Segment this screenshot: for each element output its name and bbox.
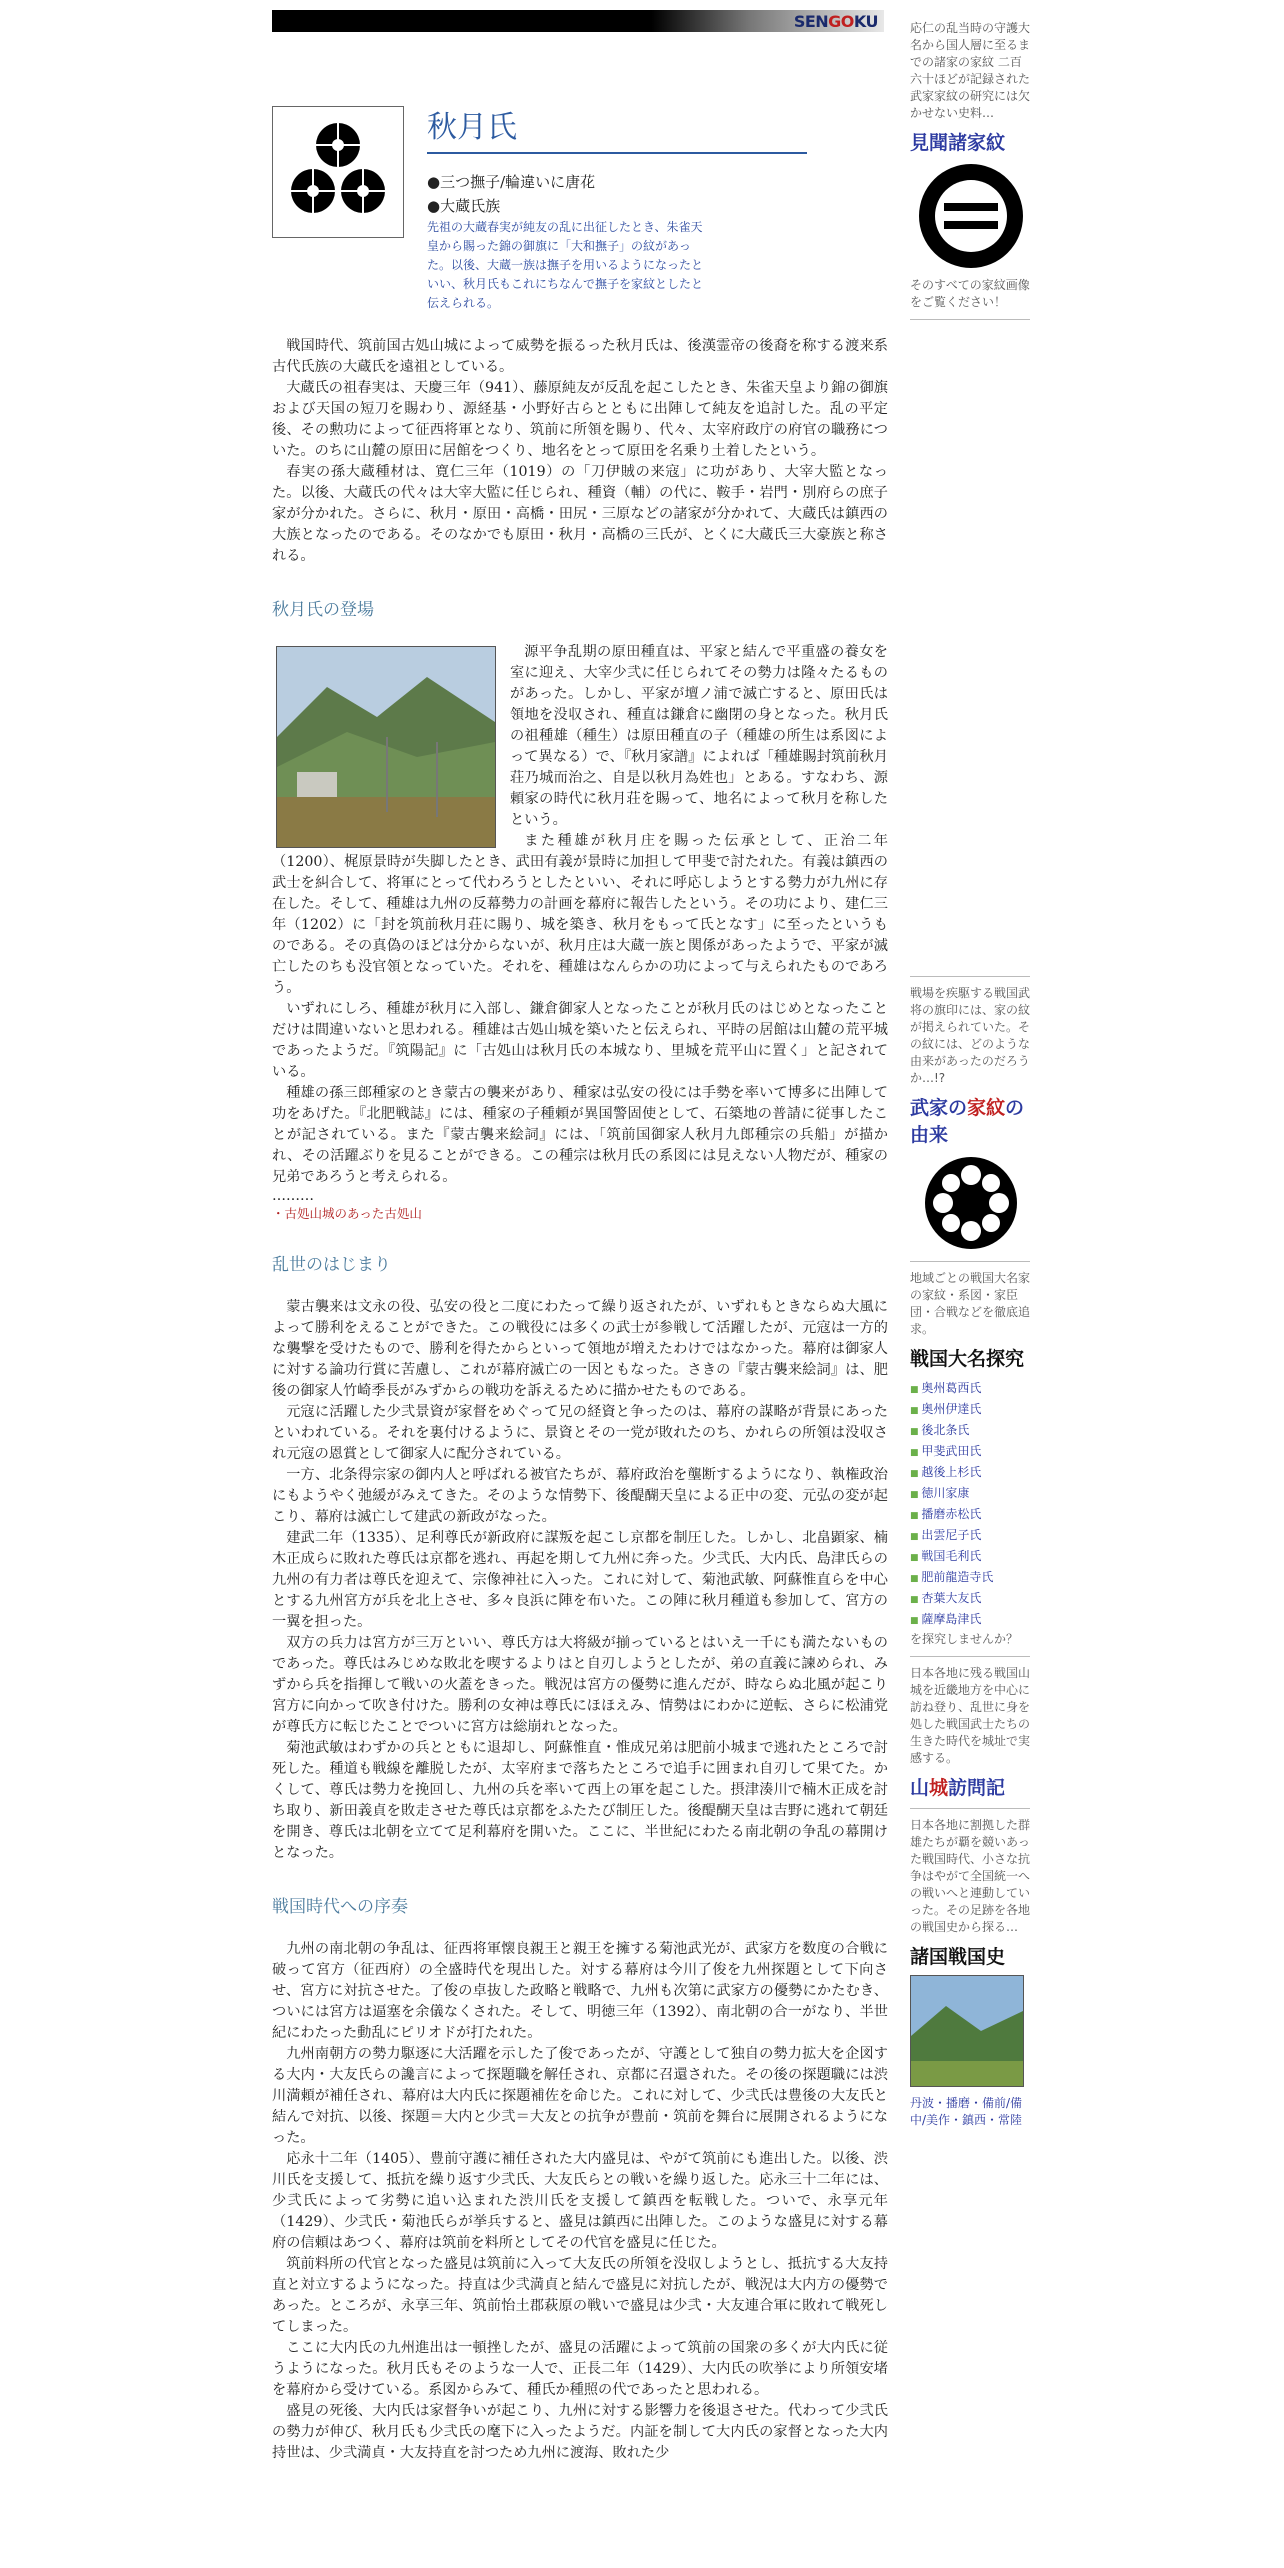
paragraph: 筑前料所の代官となった盛見は筑前に入って大友氏の所領を没収しようとし、抵抗する大友持直と対立するようになった。持直は少弐満貞と結んで盛見に対抗したが、戦況は大内方の優勢であった。ところが、永享三年、筑前怡土郡萩原の戦いで盛見は少弐・大友連合軍に敗れて戦死してしまった。 xyxy=(272,2256,888,2335)
daimyo-link-item[interactable]: ■ 薩摩島津氏 xyxy=(910,1610,1030,1631)
sidebar-daimyo-text: 地域ごとの戦国大名家の家紋・系図・家臣団・合戦などを徹底追求。 xyxy=(910,1271,1031,1336)
section-title: 秋月氏の登場 xyxy=(272,600,374,620)
daimyo-link-item[interactable]: ■ 戦国毛利氏 xyxy=(910,1547,1030,1568)
site-logo[interactable]: SENGOKU xyxy=(793,12,878,31)
crest-name: ●三つ撫子/輪違いに唐花 xyxy=(427,173,596,191)
paragraph: 盛見の死後、大内氏は家督争いが起こり、九州に対する影響力を後退させた。代わって少弐氏の勢力が伸び、秋月氏も少弐氏の麾下に入ったようだ。内証を制して大内氏の家督となった大内持世は、少弐満貞・大友持直を討つため九州に渡海、敗れた少 xyxy=(272,2403,888,2461)
history-regions[interactable]: 丹波・播磨・備前/備中/美作・鎮西・常陸 xyxy=(910,2096,1023,2127)
paragraph: 種雄の孫三郎種家のとき蒙古の襲来があり、種家は弘安の役には手勢を率いて博多に出陣して功をあげた。『北肥戦誌』には、種家の子種頼が異国警固使として、石築地の普請に従事したことが記されている。また『蒙古襲来絵詞』には、「筑前国御家人秋月九郎種宗の兵船」が描かれ、その活躍ぶりを見ることができる。この種宗は秋月氏の系図には見えない人物だが、種家の兄弟であろうと考えられる。 xyxy=(272,1085,888,1185)
crest-bullets xyxy=(427,170,595,218)
title-underline xyxy=(427,152,807,154)
divider xyxy=(910,976,1030,977)
section-title: 乱世のはじまり xyxy=(272,1255,391,1275)
divider xyxy=(910,1656,1030,1657)
paragraph: 元寇に活躍した少弐景資が家督をめぐって兄の経資と争ったのは、幕府の謀略が背景にあったといわれている。それを裏付けるように、景資とその一党が敗れたのち、かれらの所領は没収され元寇の恩賞として御家人に配分されている。 xyxy=(272,1404,888,1462)
photo-caption: ・古処山城のあった古処山 xyxy=(272,1206,422,1221)
kamon-circle-icon[interactable] xyxy=(916,161,1026,271)
clan-lineage: ●大蔵氏族 xyxy=(427,197,501,215)
sidebar-kamon-origin-text: 戦場を疾駆する戦国武将の旗印には、家の紋が掲えられていた。その紋には、どのような由来があったのだろうか…!? xyxy=(910,986,1031,1085)
yamajiro-link[interactable]: 山城訪問記 xyxy=(910,1777,1006,1799)
paragraph: 九州南朝方の勢力駆逐に大活躍を示した了俊であったが、守護として独自の勢力拡大を企図する大内・大友氏らの讒言によって探題職を解任され、京都に召還された。その後の探題職には渋川満頼が補任され、幕府は大内氏に探題補佐を命じた。これに対して、少弐氏は豊後の大友氏と結んで対抗、以後、探題＝大内と少弐＝大友との抗争が豊前・筑前を舞台に展開されるようになった。 xyxy=(272,2046,888,2146)
kenmon-link[interactable]: 見聞諸家紋 xyxy=(910,132,1006,154)
paragraph: 建武二年（1335）、足利尊氏が新政府に謀叛を起こし京都を制圧した。しかし、北畠顕家、楠木正成らに敗れた尊氏は京都を逃れ、再起を期して九州に奔った。少弐氏、大内氏、島津氏らの九州の有力者は尊氏を迎えて、宗像神社に入った。これに対して、菊池武敏、阿蘇惟直らを中心とする九州宮方が兵を北上させ、多々良浜に陣を布いた。この陣に秋月種道も参加して、宮方の一翼を担った。 xyxy=(272,1530,888,1630)
daimyo-link-item[interactable]: ■ 杏葉大友氏 xyxy=(910,1589,1030,1610)
daimyo-link-item[interactable]: ■ 播磨赤松氏 xyxy=(910,1505,1030,1526)
sidebar-kenmon-foot: そのすべての家紋画像をご覧ください！ xyxy=(910,278,1030,309)
paragraph: 九州の南北朝の争乱は、征西将軍懐良親王と親王を擁する菊池武光が、武家方を数度の合戦に破って宮方（征西府）の全盛時代を現出した。対する幕府は今川了俊を九州探題として下向させ、宮方に対抗させた。了俊の卓抜した政略と戦略で、九州も次第に武家方の優勢にかたむき、ついには宮方は逼塞を余儀なくされた。そして、明徳三年（1392）、南北朝の合一がなり、半世紀にわたった動乱にピリオドが打たれた。 xyxy=(272,1941,888,2041)
kosho-mountain-photo xyxy=(276,646,496,848)
sidebar-kenmon-text: 応仁の乱当時の守護大名から国人層に至るまでの諸家の家紋 二百六十ほどが記録された武家家紋の研究には欠かせない史料… xyxy=(910,21,1031,120)
crest-note: 先祖の大蔵春実が純友の乱に出征したとき、朱雀天皇から賜った錦の御旗に「大和撫子」の紋があった。以後、大蔵一族は撫子を用いるようになったといい、秋月氏もこれにちなんで撫子を家紋としたと伝えられる。 xyxy=(427,220,704,310)
sidebar xyxy=(910,20,1030,2129)
paragraph: 応永十二年（1405）、豊前守護に補任された大内盛見は、やがて筑前にも進出した。以後、渋川氏を支援して、抵抗を繰り返す少弐氏、大友氏らとの戦いを繰り返した。応永三十二年には、少弐氏によって劣勢に追い込まれた渋川氏を支援して鎮西を転戦した。ついで、永享元年（1429）、少弐氏・菊池氏らが挙兵すると、盛見は鎮西に出陣した。このような盛見に対する幕府の信頼はあつく、幕府は筑前を料所としてその代官を盛見に任じた。 xyxy=(272,2151,888,2251)
divider xyxy=(910,1808,1030,1809)
sidebar-daimyo-foot: を探究しませんか？ xyxy=(910,1632,1019,1646)
divider xyxy=(910,1261,1030,1262)
sidebar-yamajiro-text: 日本各地に残る戦国山城を近畿地方を中心に訪ね登り、乱世に身を処した戦国武士たちの生きた時代を城址で実感する。 xyxy=(910,1666,1031,1765)
history-link[interactable]: 諸国戦国史 xyxy=(910,1946,1006,1968)
spacer xyxy=(910,328,1030,968)
paragraph: 戦国時代、筑前国古処山城によって威勢を振るった秋月氏は、後漢霊帝の後裔を称する渡来系古代氏族の大蔵氏を遠祖としている。 xyxy=(272,338,888,375)
daimyo-link[interactable]: 戦国大名探究 xyxy=(910,1348,1025,1370)
daimyo-list xyxy=(910,1379,1030,1631)
paragraph: 源平争乱期の原田種直は、平家と結んで平重盛の養女を室に迎え、大宰少弐に任じられてその勢力は隆々たるものがあった。しかし、平家が壇ノ浦で滅亡すると、原田氏は領地を没収され、種直は鎌倉に幽閉の身となった。秋月氏の祖種雄（種生）は原田種直の子（種雄の所生は系図によって異なる）で、『秋月家譜』によれば「種雄賜封筑前秋月荘乃城而治之、自是以秋月為姓也」とある。すなわち、源頼家の時代に秋月荘を賜って、地名によって秋月を称したという。 xyxy=(510,644,888,828)
paragraph: 双方の兵力は宮方が三万といい、尊氏方は大将級が揃っているとはいえ一千にも満たないものであった。尊氏はみじめな敗北を喫するよりはと自刃しようとしたが、弟の直義に諫められ、みずから兵を指揮して戦いの火蓋をきった。戦況は宮方の優勢に進んだが、時ならぬ北風が起こり宮方に向かって吹き付けた。勝利の女神は尊氏にほほえみ、情勢はにわかに逆転、さらに松浦党が尊氏方に転じたことでついに宮方は総崩れとなった。 xyxy=(272,1635,888,1735)
flower-crest-icon[interactable] xyxy=(916,1153,1026,1253)
paragraph: いずれにしろ、種雄が秋月に入部し、鎌倉御家人となったことが秋月氏のはじめとなったことだけは間違いないと思われる。種雄は古処山城を築いたと伝えられ、平時の居館は山麓の荒平城であったようだ。『筑陽記』に「古処山は秋月氏の本城なり、里城を荒平山に置く」と記されている。 xyxy=(272,1001,888,1080)
ellipsis: ……… xyxy=(272,1188,314,1204)
daimyo-link-item[interactable]: ■ 出雲尼子氏 xyxy=(910,1526,1030,1547)
landscape-thumb-icon[interactable] xyxy=(910,1975,1024,2087)
kamon-origin-link[interactable]: 武家の家紋の由来 xyxy=(910,1097,1025,1146)
paragraph: ここに大内氏の九州進出は一頓挫したが、盛見の活躍によって筑前の国衆の多くが大内氏に従うようになった。秋月氏もそのような一人で、正長二年（1429）、大内氏の吹挙により所領安堵を幕府から受けている。系図からみて、種氏か種照の代であったと思われる。 xyxy=(272,2340,888,2398)
sidebar-history-text: 日本各地に割拠した群雄たちが覇を競いあった戦国時代、小さな抗争はやがて全国統一への戦いへと連動していった。その足跡を各地の戦国史から探る… xyxy=(910,1818,1031,1934)
nadeshiko-crest-icon xyxy=(273,107,403,237)
article-header xyxy=(272,94,888,344)
banner xyxy=(272,10,884,32)
intro-section xyxy=(272,336,888,567)
daimyo-link-item[interactable]: ■ 越後上杉氏 xyxy=(910,1463,1030,1484)
paragraph: また種雄が秋月庄を賜った伝承として、正治二年（1200）、梶原景時が失脚したとき、武田有義が景時に加担して甲斐で討たれた。有義は鎮西の武士を糾合して、将軍にとって代わろうとしたといい、それに呼応しようとする勢力が九州に存在した。そして、種雄は九州の反幕勢力の計画を幕府に報告したという。その功により、建仁三年（1202）に「封を筑前秋月荘に賜り、城を築き、秋月をもって氏となす」に至ったというものである。その真偽のほどは分からないが、秋月庄は大蔵一族と関係があったようで、平家が滅亡したのちも没官領となっていた。それを、種雄はなんらかの功によって与えられたものであろう。 xyxy=(272,833,888,996)
daimyo-link-item[interactable]: ■ 徳川家康 xyxy=(910,1484,1030,1505)
page-title: 秋月氏 xyxy=(427,110,517,145)
paragraph: 菊池武敏はわずかの兵とともに退却し、阿蘇惟直・惟成兄弟は肥前小城まで逃れたところで討死した。種道も戦線を離脱したが、太宰府まで落ちたところで追手に囲まれ自刃して果てた。かくして、尊氏は勢力を挽回し、九州の兵を率いて西上の軍を起こした。摂津湊川で楠木正成を討ち取り、新田義貞を敗走させた尊氏は京都をふたたび制圧した。後醍醐天皇は吉野に逃れて朝廷を開き、尊氏は北朝を立てて足利幕府を開いた。ここに、半世紀にわたる南北朝の争乱の幕開けとなった。 xyxy=(272,1740,888,1861)
daimyo-link-item[interactable]: ■ 奥州伊達氏 xyxy=(910,1400,1030,1421)
section-turbulent-era xyxy=(272,1297,888,1864)
section-title: 戦国時代への序奏 xyxy=(272,1897,408,1917)
kamon-image xyxy=(272,106,404,238)
daimyo-link-item[interactable]: ■ 甲斐武田氏 xyxy=(910,1442,1030,1463)
paragraph: 大蔵氏の祖春実は、天慶三年（941）、藤原純友が反乱を起こしたとき、朱雀天皇より錦の御旗および天国の短刀を賜わり、源経基・小野好古らとともに出陣して純友を追討した。乱の平定後、その勲功によって征西将軍となり、筑前に所領を賜り、代々、太宰府政庁の府官の職務についた。のちに山麓の原田に居館をつくり、地名をとって原田を名乗り土着したという。 xyxy=(272,380,888,459)
divider xyxy=(910,319,1030,320)
section-prelude-sengoku xyxy=(272,1939,888,2464)
paragraph: 一方、北条得宗家の御内人と呼ばれる被官たちが、幕府政治を壟断するようになり、執権政治にもようやく弛緩がみえてきた。そのような情勢下、後醍醐天皇による正中の変、元弘の変が起こり、幕府は滅亡して建武の新政がなった。 xyxy=(272,1467,888,1525)
daimyo-link-item[interactable]: ■ 奥州葛西氏 xyxy=(910,1379,1030,1400)
daimyo-link-item[interactable]: ■ 肥前龍造寺氏 xyxy=(910,1568,1030,1589)
daimyo-link-item[interactable]: ■ 後北条氏 xyxy=(910,1421,1030,1442)
mountain-photo-icon xyxy=(277,647,495,847)
section-akizuki-origin xyxy=(272,642,888,1222)
paragraph: 春実の孫大蔵種材は、寛仁三年（1019）の「刀伊賊の来寇」に功があり、大宰大監となった。以後、大蔵氏の代々は大宰大監に任じられ、種資（輔）の代に、鞍手・岩門・別府らの庶子家が分かれた。さらに、秋月・原田・高橋・田尻・三原などの諸家が分かれて、大蔵氏は鎮西の大族となったのである。そのなかでも原田・秋月・高橋の三氏が、とくに大蔵氏三大豪族と称される。 xyxy=(272,464,888,564)
paragraph: 蒙古襲来は文永の役、弘安の役と二度にわたって繰り返されたが、いずれもときならぬ大風によって勝利をえることができた。この戦役には多くの武士が参戦して活躍したが、元寇は一方的な襲撃を受けたもので、勝利を得たからといって領地が増えたわけではなかった。幕府は御家人に対する論功行賞に苦慮し、これが幕府滅亡の一因ともなった。さきの『蒙古襲来絵詞』は、肥後の御家人竹崎季長がみずからの戦功を訴えるために描かせたものである。 xyxy=(272,1299,888,1399)
